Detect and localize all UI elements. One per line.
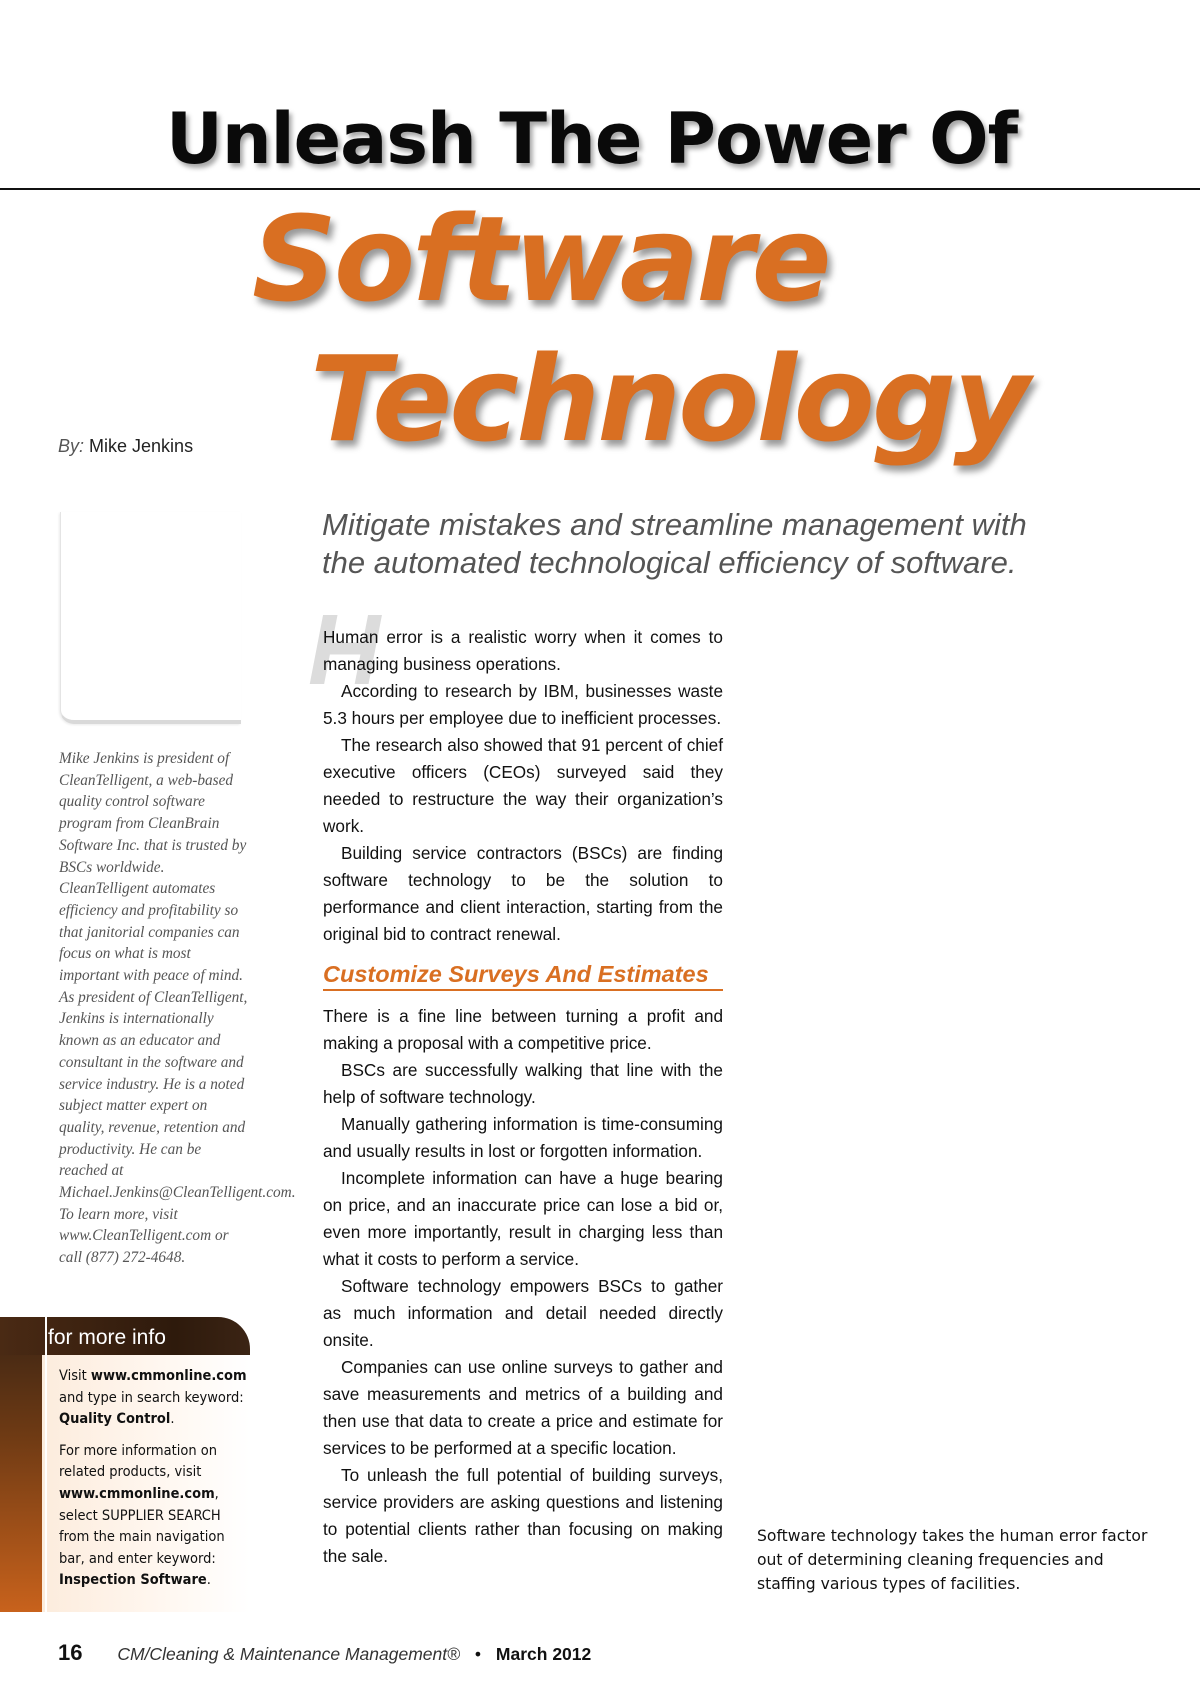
issue-date: March 2012: [495, 1644, 592, 1664]
more-info-keyword-1: Quality Control: [59, 1411, 171, 1428]
byline: [58, 436, 193, 457]
section-subhead: Customize Surveys And Estimates: [323, 959, 723, 991]
body-paragraph: Manually gathering information is time-consuming and usually results in lost or forgotten information.: [323, 1114, 723, 1161]
body-paragraph: According to research by IBM, businesses waste 5.3 hours per employee due to inefficient processes.: [323, 681, 723, 728]
body-paragraph: There is a fine line between turning a profit and making a proposal with a competitive price.: [323, 1006, 723, 1053]
body-paragraph: The research also showed that 91 percent of chief executive officers (CEOs) surveyed said they needed to restructure the way their organization’s work.: [323, 735, 723, 836]
more-info-keyword-2: Inspection Software: [59, 1572, 207, 1589]
body-paragraph: Companies can use online surveys to gather and save measurements and metrics of a building and then use that data to create a price and estimate for services to be performed at a specific location.: [323, 1357, 723, 1458]
title-line-1: Software: [252, 190, 829, 328]
author-bio: Mike Jenkins is president of CleanTelligent, a web-based quality control software program from CleanBrain Software Inc. that is trusted by BSCs worldwide. CleanTelligent automates efficiency and profitability so that janitorial companies can focus on what is most important with peace of mind. As president of CleanTelligent, Jenkins is internationally known as an educator and consultant in the software and service industry. He is a noted subject matter expert on quality, revenue, retention and productivity. He can be reached at Michael.Jenkins@CleanTelligent.com. To learn more, visit www.CleanTelligent.com or call (877) 272-4648.: [59, 750, 296, 1267]
body-paragraph: To unleash the full potential of building surveys, service providers are asking questions and listening to potential clients rather than focusing on making the sale.: [323, 1465, 723, 1566]
drop-cap: H: [308, 594, 381, 706]
photo-caption: Software technology takes the human error factor out of determining cleaning frequencies and staffing various types of facilities.: [757, 1527, 1148, 1593]
body-paragraph: BSCs are successfully walking that line with the help of software technology.: [323, 1060, 723, 1107]
headline: Unleash The Power Of: [166, 98, 1018, 180]
body-paragraph: Human error is a realistic worry when it comes to managing business operations.: [323, 627, 723, 674]
byline-prefix: By:: [58, 436, 85, 456]
more-info-divider: [45, 1316, 47, 1612]
more-info-link-2[interactable]: www.cmmonline.com: [59, 1485, 215, 1502]
title-line-2: Technology: [310, 330, 1028, 468]
more-info-paragraph-2: For more information on related products, visit www.cmmonline.com, select SUPPLIER SEARCH from the main navigation bar, and enter keyword: Inspection Software.: [59, 1442, 225, 1589]
more-info-stripe: [0, 1317, 42, 1612]
more-info-link-1[interactable]: www.cmmonline.com: [90, 1368, 247, 1384]
more-info-text: [59, 1366, 249, 1602]
deck: Mitigate mistakes and streamline management with the automated technological efficiency of software.: [322, 507, 1027, 580]
author-photo-frame: [60, 512, 241, 724]
page-footer: [58, 1640, 591, 1666]
more-info-heading: for more info: [48, 1326, 166, 1349]
body-paragraph: Incomplete information can have a huge bearing on price, and an inaccurate price can lose a bid or, even more importantly, result in charging less than what it costs to perform a service.: [323, 1168, 723, 1269]
byline-author: Mike Jenkins: [89, 436, 194, 456]
magazine-name: CM/Cleaning & Maintenance Management®: [117, 1644, 461, 1664]
footer-bullet: •: [474, 1644, 482, 1664]
more-info-header: [0, 1317, 250, 1355]
body-paragraph: Building service contractors (BSCs) are finding software technology to be the solution to performance and client interaction, starting from the original bid to contract renewal.: [323, 843, 723, 944]
more-info-paragraph-1: Visit www.cmmonline.com and type in search keyword: Quality Control.: [59, 1368, 247, 1428]
article-body: [323, 624, 723, 1570]
body-paragraph: Software technology empowers BSCs to gather as much information and detail needed directly onsite.: [323, 1276, 723, 1350]
page-number: 16: [58, 1640, 83, 1665]
